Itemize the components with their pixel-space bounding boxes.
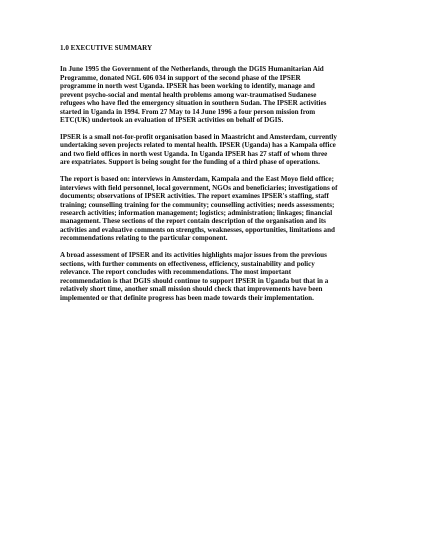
paragraph-line: IPSER is a small not-for-profit organisation based in Maastricht and Amsterdam, currently [60, 133, 337, 142]
document-content [60, 44, 370, 310]
paragraph-line: refugees who have fled the emergency situation in southern Sudan. The IPSER activities [60, 99, 327, 108]
paragraph-line: documents; observations of IPSER activities. The report examines IPSER's staffing, staff [60, 192, 329, 201]
paragraph-line: prevent psycho-social and mental health problems among war-traumatised Sudanese [60, 90, 317, 99]
section-heading: 1.0 EXECUTIVE SUMMARY [60, 44, 153, 52]
paragraph-line: training; counselling training for the community; counselling activities; needs assessments; [60, 200, 335, 209]
paragraph-line: activities and evaluative comments on strengths, weaknesses, opportunities, limitations and [60, 225, 335, 234]
paragraph-line: implemented or that definite progress has been made towards their implementation. [60, 293, 314, 302]
paragraph-line: programme in north west Uganda. IPSER has been working to identify, manage and [60, 82, 315, 91]
paragraph-line: interviews with field personnel, local government, NGOs and beneficiaries; investigations of [60, 183, 338, 192]
paragraph-line: management. These sections of the report contain description of the organisation and its [60, 217, 326, 226]
paragraph-3 [60, 175, 370, 243]
paragraph-line: and two field offices in north west Uganda. In Uganda IPSER has 27 staff of whom three [60, 149, 328, 158]
paragraph-line: recommendation is that DGIS should continue to support IPSER in Uganda but that in a [60, 276, 329, 285]
paragraph-line: recommendations relating to the particular component. [60, 234, 228, 243]
paragraph-line: Programme, donated NGL 606 034 in support of the second phase of the IPSER [60, 73, 301, 82]
paragraph-1 [60, 65, 370, 124]
paragraph-4 [60, 251, 370, 302]
paragraph-line: research activities; information management; logistics; administration; linkages; financial [60, 209, 333, 218]
paragraph-line: sections, with further comments on effectiveness, efficiency, sustainability and policy [60, 259, 315, 268]
paragraph-2 [60, 133, 370, 167]
paragraph-line: are expatriates. Support is being sought for the funding of a third phase of operations. [60, 158, 320, 167]
paragraph-line: relevance. The report concludes with recommendations. The most important [60, 268, 292, 277]
paragraph-line: A broad assessment of IPSER and its activities highlights major issues from the previous [60, 251, 327, 260]
paragraph-line: relatively short time, another small mission should check that improvements have been [60, 285, 323, 294]
paragraph-line: started in Uganda in 1994. From 27 May to 14 June 1996 a four person mission from [60, 107, 316, 116]
paragraph-line: ETC(UK) undertook an evaluation of IPSER activities on behalf of DGIS. [60, 116, 284, 125]
paragraph-line: In June 1995 the Government of the Netherlands, through the DGIS Humanitarian Aid [60, 65, 324, 74]
paragraph-line: The report is based on: interviews in Amsterdam, Kampala and the East Moyo field office; [60, 175, 334, 184]
paragraph-line: undertaking seven projects related to mental health. IPSER (Uganda) has a Kampala office [60, 141, 336, 150]
